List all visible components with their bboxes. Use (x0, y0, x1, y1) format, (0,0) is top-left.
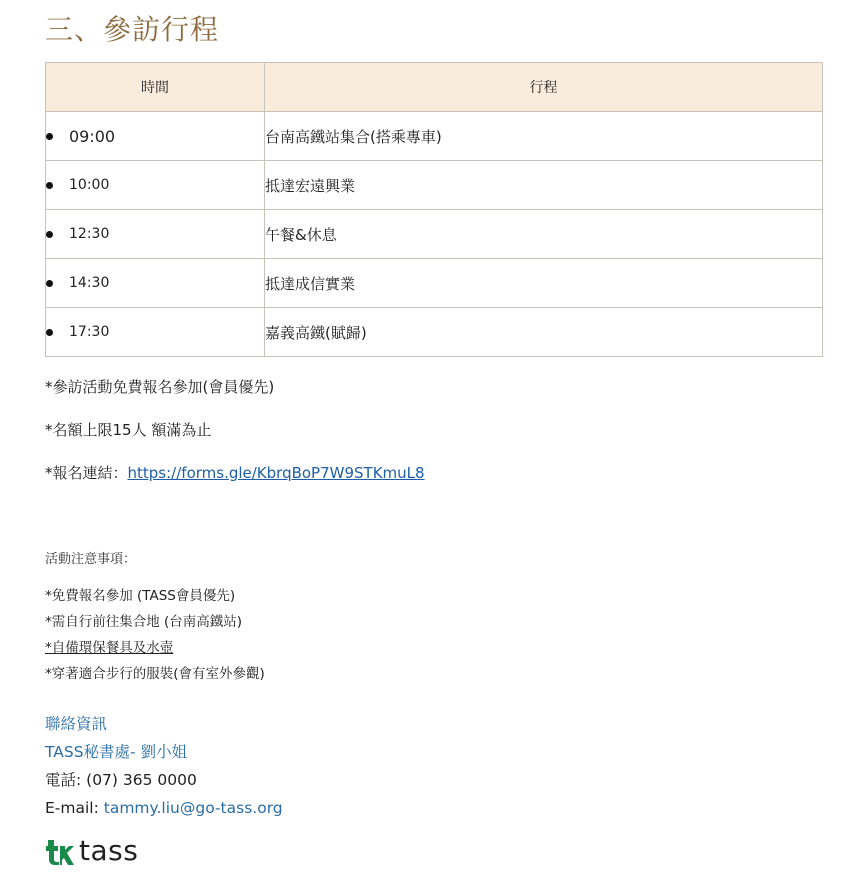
time-text: 14:30 (69, 275, 110, 291)
contact-email-line (45, 794, 283, 822)
logo-text: tass (79, 834, 139, 867)
signup-label: *報名連結： (45, 464, 128, 482)
email-label: E-mail: (45, 799, 104, 817)
caution-item: *穿著適合步行的服裝(會有室外參觀) (45, 666, 265, 682)
tass-logo (45, 834, 138, 867)
bullet-icon (46, 182, 53, 189)
caution-list (45, 583, 265, 687)
plan-cell: 抵達宏遠興業 (265, 161, 823, 210)
table-row (46, 161, 823, 210)
contact-block (45, 710, 283, 822)
header-plan: 行程 (265, 63, 823, 112)
bullet-icon (46, 329, 53, 336)
email-link[interactable]: tammy.liu@go-tass.org (103, 799, 283, 817)
bullet-icon (46, 280, 53, 287)
time-cell (46, 308, 265, 357)
bullet-icon (46, 231, 53, 238)
contact-phone: 電話: (07) 365 0000 (45, 771, 197, 789)
time-cell (46, 259, 265, 308)
note-quota: *名額上限15人 額滿為止 (45, 421, 212, 439)
time-text: 10:00 (69, 177, 110, 193)
caution-title: 活動注意事項： (45, 552, 137, 567)
plan-cell: 午餐&休息 (265, 210, 823, 259)
time-text: 09:00 (69, 127, 116, 146)
schedule-table (45, 62, 823, 357)
caution-item: *免費報名參加 (TASS會員優先) (45, 588, 236, 604)
caution-item: *需自行前往集合地 (台南高鐵站) (45, 614, 243, 630)
time-cell (46, 161, 265, 210)
plan-cell: 嘉義高鐵(賦歸) (265, 308, 823, 357)
header-time: 時間 (46, 63, 265, 112)
table-row (46, 210, 823, 259)
table-row (46, 308, 823, 357)
signup-link[interactable]: https://forms.gle/KbrqBoP7W9STKmuL8 (127, 464, 425, 482)
page-title: 三、參訪行程 (45, 13, 220, 46)
tass-logo-icon (45, 836, 75, 866)
note-free: *參訪活動免費報名參加(會員優先) (45, 378, 275, 396)
table-header-row (46, 63, 823, 112)
time-cell (46, 112, 265, 161)
time-text: 17:30 (69, 324, 110, 340)
caution-item: *自備環保餐具及水壺 (45, 640, 174, 656)
table-row (46, 259, 823, 308)
plan-cell: 抵達成信實業 (265, 259, 823, 308)
table-row (46, 112, 823, 161)
contact-title: 聯絡資訊 (45, 715, 108, 733)
contact-person: TASS秘書處- 劉小姐 (45, 743, 188, 761)
time-text: 12:30 (69, 226, 110, 242)
plan-cell: 台南高鐵站集合(搭乘專車) (265, 112, 823, 161)
time-cell (46, 210, 265, 259)
bullet-icon (46, 133, 53, 140)
note-signup (45, 462, 425, 483)
